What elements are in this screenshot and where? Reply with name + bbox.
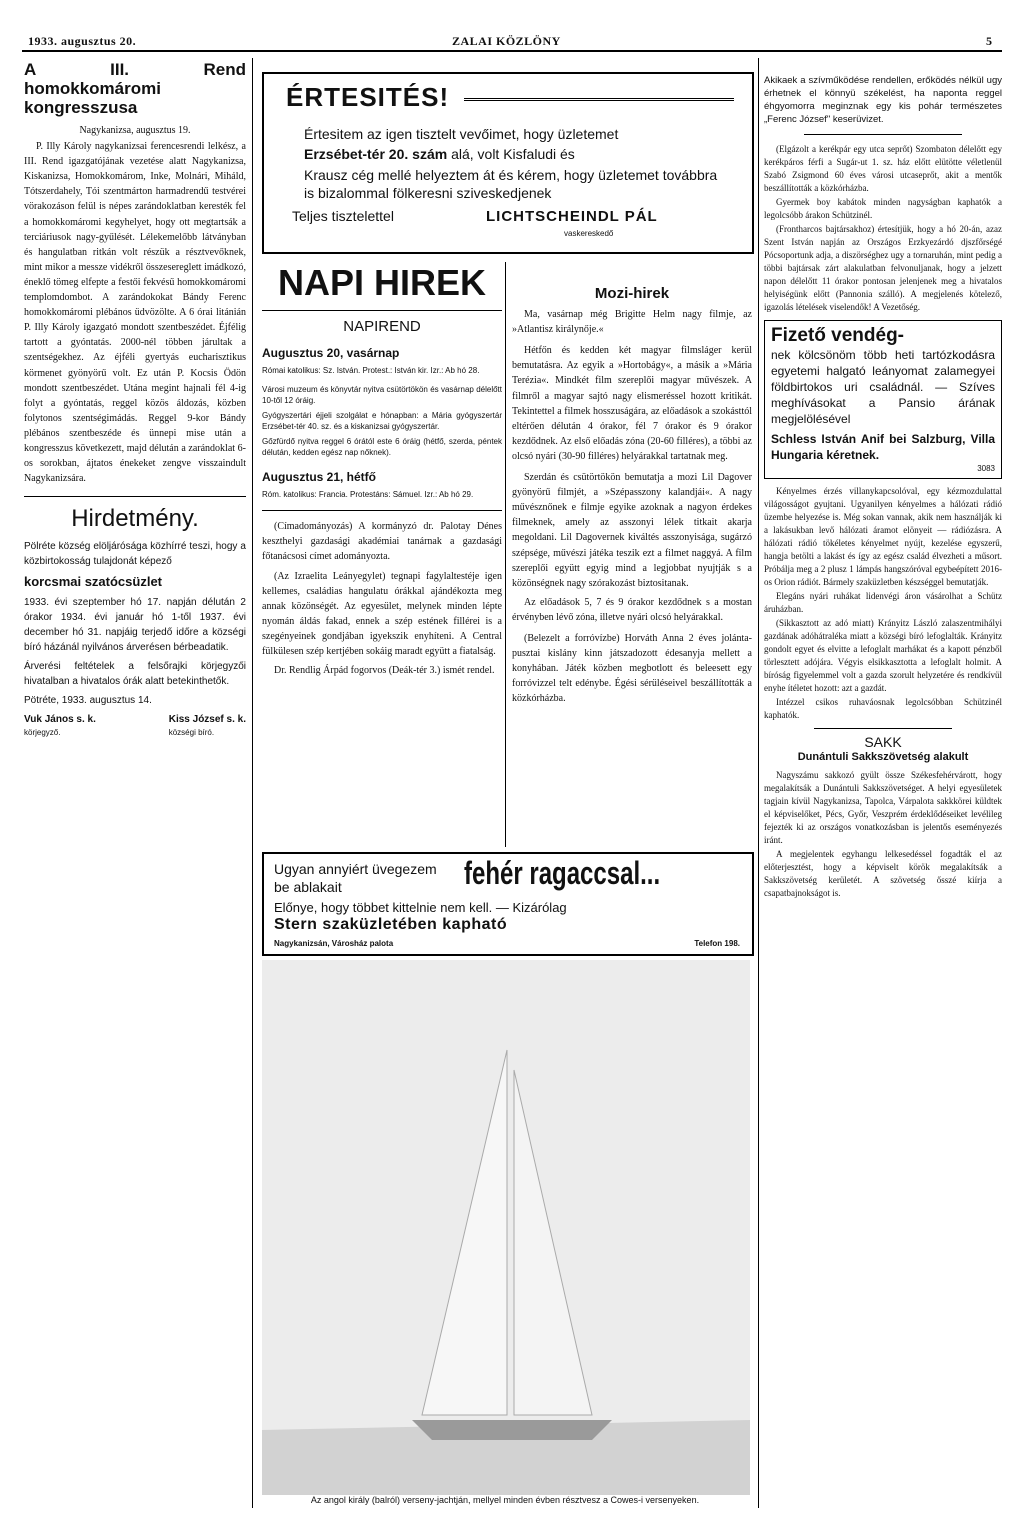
column-4: [764, 74, 1002, 901]
notice-line-2: Erzsébet-tér 20. szám alá, volt Kisfaludi és: [304, 146, 575, 162]
column-divider: [758, 58, 759, 1508]
notice-box: [262, 72, 754, 254]
notice-line-1: Értesitem az igen tisztelt vevőimet, hogy üzletemet: [304, 126, 619, 142]
newspaper-name: ZALAI KÖZLÖNY: [452, 34, 561, 48]
glass-ad-lead: Ugyan annyiért üvegezem be ablakait: [274, 861, 437, 895]
fizeto-vendeg-body: nek kölcsönöm több heti tartózkodásra egyetemi halgató leányomat zalamegyei földbirtokos uri családnál. — Szíves meghívásokat a Pansio árának megjelölésével: [771, 348, 995, 426]
glass-ad-phone: Telefon 198.: [694, 939, 740, 948]
fizeto-vendeg-title: Fizető vendég-: [771, 325, 905, 346]
column-1: [24, 60, 246, 738]
dateline: Nagykanizsa, augusztus 19.: [79, 125, 191, 136]
ad-intro: Pölréte község elöljárósága közhírré teszi, hogy a közbirtokosság tulajdonát képező: [24, 541, 246, 568]
signature-left-name: Vuk János s. k.: [24, 714, 96, 726]
article-body: P. Illy Károly nagykanizsai ferencesrendi lelkész, a III. Rend igazgatójának vezetése alatt Nagykanizsa, Kiskanizsa, Homokkomárom, Inke, Molnári, Miháld, Tótszerdahely, Tói szentmárton harmadrendű testvérei vörakozáson felül is népes zarándoklatban keresték fel a homokkomáromi kegyhelyet, hogy ott megtartsák a terciáriusok nagy-gyűlését. Lélekemelőbb látványban és hangulatban ritkán volt részük a résztvevőknek, mint mikor a messze vidékről összesereglett imádkozó, éneklő tömeg elfepte a festői fekvésű homokkomáromi templomdombot. A zarándokokat Bándy Ferenc homokkomáromi plébános üdvözölte. A 6 órai litánián P. Illy Károly igazgató mondott szentbeszédet. Éjfélig tartott a gyóntatás. 2000-nél többen járultak a szentségekhez. Az éjféli gyertyás eucharisztikus körmenet gyönyörű volt. Ez után P. Kocsis Ödön mondott szentbeszédet. Utána megint hajnali fél 4-ig folyt a gyóntatás, reggel közös áldozás, közben folytonos szentségimádás. Reggel 9-kor Bándy plébános szentbeszéde és ünnepi mise után a kongresszus következett, majd délután a zarándoklat 6-os sorokban, ájtatos énekeket zengve visszaindult Nagykanizsára.: [24, 141, 246, 485]
mozi-item: Ma, vasárnap még Brigitte Helm nagy filmje, az »Atlantisz királynője.«: [512, 309, 752, 336]
mozi-item: (Belezelt a forróvízbe) Horváth Anna 2 éves jolánta-pusztai kislány kinn játszadozott édesanyja mellett a konyhában. Játék közben megbotlott és beleesett egy forróvizzel telt edénybe. Égési sérüléseivel beszállították a közkórházba.: [512, 632, 752, 705]
news-item: (Frontharcos bajtársakhoz) értesítjük, hogy a hó 20-án, azaz Szent István napján az Országos Erzkyezárdó djszfőrségé Pócsoportunk adja, a diszörséghez ugy a tornaruhán, mint pedig a többi bajtársak zárt alakulatban felvonuljanak, hogy a jelzett napon délelőtt 11 órakor pontosan jelenjenek meg a hivatalos helyiségünk előtt (Pannonia szálló). A megjelenés kötelező, igazolás lételések viselendők! A Vezetőség.: [764, 224, 1002, 312]
glass-ad-headline: fehér ragaccsal...: [464, 855, 661, 891]
news-item: (Elgázolt a kerékpár egy utca seprőt) Szombaton délelőtt egy kerékpáros férfi a Sugár-ut 1. sz. ház előtt elütötte véletlenül Szabó Zsigmond 60 éves városi utcaseprőt, akit a mentők beszállították a közkórházba.: [764, 144, 1002, 193]
page-number: 5: [986, 34, 993, 48]
day-heading: Augusztus 20, vasárnap: [262, 346, 400, 361]
glass-ad-benefit: Előnye, hogy többet kittelnie nem kell. — Kizárólag: [274, 900, 567, 915]
fizeto-vendeg-ad: [764, 320, 1002, 479]
day-line: Gőzfürdő nyitva reggel 6 órától este 6 óráig (hétfő, szerda, péntek délután, kedden egész nap nőknek).: [262, 437, 502, 458]
news-item: Dr. Rendlig Árpád fogorvos (Deák-tér 3.) ismét rendel.: [274, 665, 495, 677]
news-item: Gyermek boy kabátok minden nagyságban kaphatók a legolcsóbb árakon Schützinél.: [764, 197, 1002, 220]
sakk-body: A megjelentek egyhangu lelkesedéssel fogadták el az előterjesztést, hogy a képviselt körök megalakítsák a Sakkszövetség kerületét. A szövetség ősszé kiírja a csapatbajnokságot is.: [764, 849, 1002, 899]
napirend-title: NAPIREND: [343, 318, 421, 335]
napi-column: [262, 262, 502, 679]
signature-right-name: Kiss József s. k.: [168, 714, 246, 726]
notice-closing: Teljes tisztelettel: [292, 208, 394, 224]
ad-date: Pötréte, 1933. augusztus 14.: [24, 695, 152, 707]
notice-signature: LICHTSCHEINDL PÁL: [486, 208, 658, 225]
glass-ad: [262, 852, 754, 956]
ad-terms: 1933. évi szeptember hó 17. napján délután 2 órakor 1934. évi január hó 1-től 1937. évi december hó 31. napjáig terjedő időre a községi bíró házánál nyilvános árverésen bérbeadatik.: [24, 597, 246, 654]
yacht-photo: [262, 960, 750, 1495]
glass-ad-store: Stern szaküzletében kapható: [274, 916, 508, 933]
news-item: (Sikkasztott az adó miatt) Krányitz László zalaszentmihályi gazdának adóhátraléka miatt a községi bíró lefoglalták. Krányitz gondolt egyet és elvitte a lefoglalt marhákat és a kapott pénzből törlesztett adójára. Végyis elsikkasztotta a lefoglalt holmit. A bíróság figyelemmel volt a gazda szorult helyzetére és rendkívül enyhe ítéletet hozott: azt a gazdát.: [764, 618, 1002, 693]
signature-left-role: körjegyző.: [24, 728, 61, 738]
day-line: Római katolikus: Sz. István. Protest.: István kir. Izr.: Ab hó 28.: [262, 366, 480, 376]
ad-title: Hirdetmény.: [71, 505, 199, 533]
ad-conditions: Árverési feltételek a felsőrajki körjegyzői hivatalban a hivatalos órák alatt betekinthetők.: [24, 661, 246, 688]
sakk-subtitle: Dunántuli Sakkszövetség alakult: [797, 751, 969, 764]
yacht-image-placeholder: [262, 960, 750, 1495]
mozi-item: Szerdán és csütörtökön bemutatja a mozi Lil Dagover gyönyörű filmjét, a »Szépasszony kalandjái«. A nagy művésznőnek e filmje egyike azoknak a nagyon érdekes filmeknek, amely az asszonyi lélek titkait akarja megoldani. Lil Dagovernek kiváltés asszonyisága, sugárzó szépsége, művészi játéka teszik ezt a filmet naggyá. A film szereplői együtt egyig mind a legjobbat nyujtják s a közönségnek nagy szórakozást biztositanak.: [512, 472, 752, 589]
mozi-title: Mozi-hirek: [594, 285, 670, 302]
notice-address: Erzsébet-tér 20. szám: [304, 146, 448, 162]
issue-date: 1933. augusztus 20.: [28, 34, 137, 48]
day-line: Városi muzeum és könyvtár nyitva csütörtökön és vasárnap délelőtt 10-től 12 óráig.: [262, 385, 502, 406]
fizeto-vendeg-code: 3083: [977, 464, 995, 473]
mozi-item: Hétfőn és kedden két magyar filmsláger kerül bemutatásra. Az egyik a »Hortobágy«, a másik a »Mária Terézia«. Mindkét film szereplői magyar művészek. A filmről a magyar sajtó nagy elismeréssel hozott kritikát. Tekintettel a filmek hosszuságára, az előadások a szokásttól eltérően délután 4 órakor, fél 7 órakor és 9 órakor kezdődnek. Az első előadás zóna (20-60 filléres), a többi az olcsó nyári (30-90 filléres) helyárakkal tartatnak meg.: [512, 345, 752, 462]
mozi-column: [512, 286, 752, 707]
header-rule: [22, 50, 1002, 52]
day-line: Gyógyszertári éjjeli szolgálat e hónapban: a Mária gyógyszertár Erzsébet-tér 40. sz. és a kiskanizsai gyógyszertár.: [262, 411, 502, 432]
notice-role: vaskereskedő: [564, 229, 614, 238]
column-divider: [252, 58, 253, 1508]
ad-ferenc-jozsef: Akikaek a szívműködése rendellen, erőködés nélkül ugy érhetnek el könnyü székelést, ha naponta reggel éhgyomorra meginznak egy kis pohár természetes „Ferenc József" keserüvizet.: [764, 75, 1002, 125]
mozi-item: Az előadások 5, 7 és 9 órakor kezdődnek s a mostan érvényben lévő zóna, illetve nyári olcsó helyárakkal.: [512, 596, 752, 623]
news-item: Intézzel csikos ruhaváosnak legolcsóbban Schützinél kaphatók.: [764, 697, 1002, 720]
sakk-body: Nagyszámu sakkozó gyült össze Székesfehérvárott, hogy megalakítsák a Dunántuli Sakkszövetséget. A helyi egyesületek tagjain kívül Nagykanizsa, Tapolca, Várpalota sakkkörei küldtek el képviselőket, Pécs, Győr, Veszprém érdeklődéseiket levélileg fejezték ki az országos vonatkozásban is jelentős eseményezés iránt.: [764, 770, 1002, 846]
news-item: Elegáns nyári ruhákat lidenvégi áron vásárolhat a Schütz áruházban.: [764, 591, 1002, 614]
news-item: Kényelmes érzés villanykapcsolóval, egy kézmozdulattal világosságot gyujtani. Ugyanilyen kényelmes a hálózati rádió üzembe helyezése is. Még sokan vannak, akik nem használják ki a lakásukban levő hálózati áramot elönyeit — rádiózásra. A hálózati rádió tökéletes kényelmet nyújt, kezelése egyszerű, hangja betölti a lakást és így az egész család élvezheti a műsort. Próbálja meg a 2 plusz 1 lámpás hangszóróval egybeépített 2016-os Orion rádiót. Bármely szaküzletben készséggel bemutatják.: [764, 486, 1002, 587]
glass-ad-address: Nagykanizsán, Városház palota: [274, 939, 394, 948]
notice-title: ÉRTESITÉS!: [286, 82, 450, 112]
fizeto-vendeg-address: Schless István Anif bei Salzburg, Villa Hungaria kéretnek.: [771, 432, 995, 462]
notice-line-3: Krausz cég mellé helyeztem át és kérem, hogy üzletemet továbbra is bizalommal fölkeresni sziveskedjenek: [304, 167, 718, 201]
photo-caption: Az angol király (balról) verseny-jachtján, mellyel minden évben résztvesz a Cowes-i versenyeken.: [310, 1495, 700, 1505]
news-item: (Címadományozás) A kormányzó dr. Palotay Dénes keszthelyi gazdasági akadémiai tanárnak a gazdasági főtanácsosi címet adományozta.: [262, 521, 502, 563]
day-heading: Augusztus 21, hétfő: [262, 470, 377, 485]
napi-title: NAPI HIREK: [262, 262, 502, 311]
sakk-title: SAKK: [864, 734, 902, 750]
news-item: (Az Izraelita Leányegylet) tegnapi fagylaltestéje igen kellemes, családias hangulatu órákkal ajándékozta meg annak közönségét. Az egyesület, melynek minden lépte nyomán áldás fakad, ennek a szép estének fillérei is a szegényeinek gondjában igyekszik enyhíteni. A Central fülkülesen szép kertjében sokáig maradt együtt a fiatalság.: [262, 570, 502, 658]
signature-right-role: községi bíró.: [168, 728, 215, 738]
day-line: Róm. katolikus: Francia. Protestáns: Sámuel. Izr.: Ab hó 29.: [262, 490, 474, 500]
article-title: A III. Rend homokkomáromi kongresszusa: [24, 60, 246, 117]
ad-highlight: korcsmai szatócsüzlet: [24, 574, 163, 590]
